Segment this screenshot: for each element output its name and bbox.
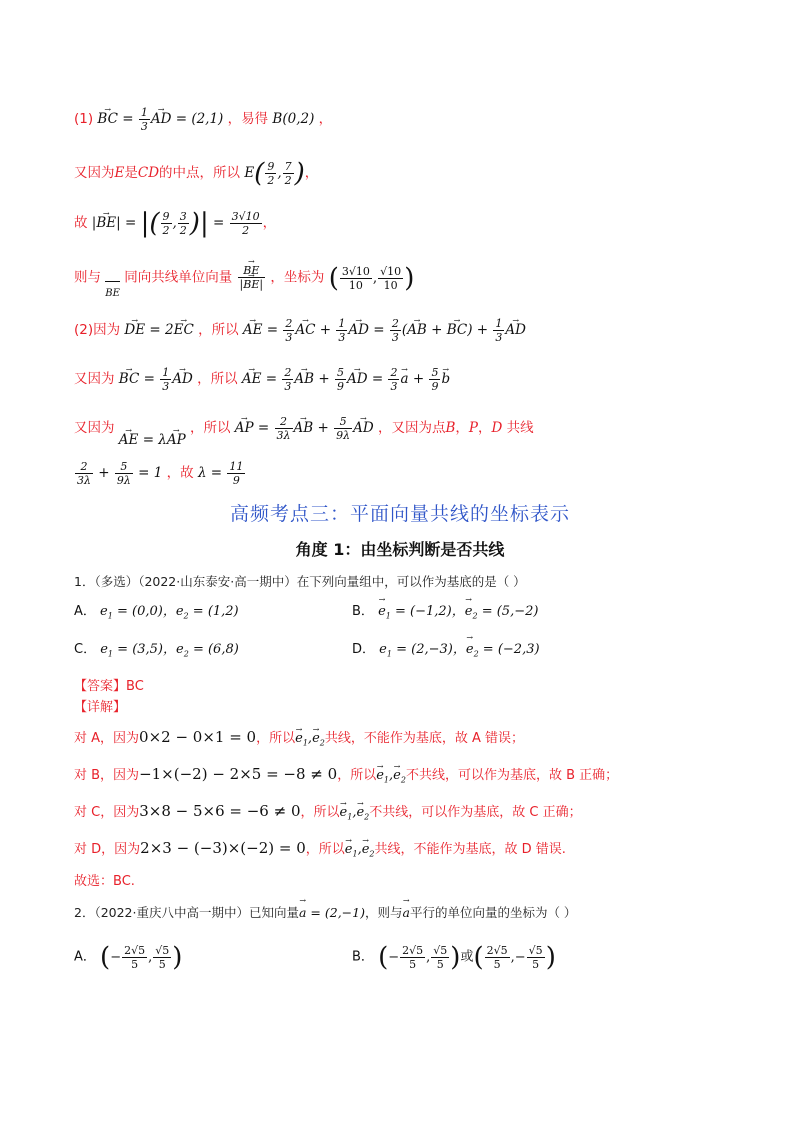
line3-text: 故 xyxy=(74,215,88,231)
line7-result: → AP = $\frac{2}{3\lambda}$ → AB + $\frac{5}{9\lambda}$ → AD xyxy=(235,420,374,436)
part2-result: → AE = $\frac{2}{3}$ → AC + $\frac{1}{3}$ → AD = $\frac{2}{3}$ (→ AB + → BC) + $\frac{1}{3}$ → AD xyxy=(243,322,526,338)
line6-given: → BC = $\frac{1}{3}$ → AD xyxy=(119,371,193,387)
d1-b: ，所以 xyxy=(256,731,296,746)
unit-vector-frac: → $\frac{BE}{|\to BE|}$ xyxy=(238,264,266,291)
section-title: 高频考点三：平面向量共线的坐标表示 xyxy=(229,503,570,525)
q2-option-a-label: A． xyxy=(74,949,96,965)
part2-text: ，所以 xyxy=(198,322,239,338)
d4-a: 对 D，因为 xyxy=(74,842,141,857)
d4-vecs: → $e_1,\to e_2$ xyxy=(345,842,375,857)
d1-vecs: → $e_1,\to e_2$ xyxy=(295,731,325,746)
solution-line-1 xyxy=(74,106,332,133)
line6-text2: ，所以 xyxy=(197,371,238,387)
q2-vector-a: → a = (2,−1) xyxy=(299,905,365,920)
segment-CD: CD xyxy=(137,165,160,181)
line4-text3: ，坐标为 xyxy=(270,269,325,286)
q1-detail-a xyxy=(74,727,524,754)
q2-option-b-label: B． xyxy=(352,949,374,965)
solution-line-3 xyxy=(74,210,276,237)
magnitude-BE: |→ BE| = |( $\frac{9}{2}$ , $\frac{3}{2}$ )| = $\frac{3√10}{2}$ xyxy=(92,215,263,231)
point-P: P xyxy=(468,420,478,436)
solution-line-5 xyxy=(74,317,526,344)
d1-a: 对 A，因为 xyxy=(74,731,140,746)
q2-stem-a: 2．（2022·重庆八中高一期中）已知向量 xyxy=(74,905,299,920)
q2-option-a-expr: (− $\frac{2√5}{5}$ , $\frac{√5}{5}$ ) xyxy=(100,942,183,972)
d2-vecs: → $e_1,\to e_2$ xyxy=(376,768,406,783)
lambda-result: λ = $\frac{11}{9}$ xyxy=(197,460,244,487)
q2-option-a[interactable] xyxy=(74,942,182,972)
d3-c: 不共线，可以作为基底，故 C 正确； xyxy=(369,805,582,820)
part1-equation: → BC = $\frac{1}{3}$ → AD = (2,1) xyxy=(97,111,223,127)
q1-option-c[interactable] xyxy=(74,638,239,659)
part2-given: → DE = 2→ EC xyxy=(124,322,193,338)
q2-option-b-expr1: (− $\frac{2√5}{5}$ , $\frac{√5}{5}$ ) xyxy=(378,942,461,972)
part1-label: (1) xyxy=(74,111,94,127)
q2-option-b-or: 或 xyxy=(460,949,474,965)
q1-detail-label: 【详解】 xyxy=(74,700,127,715)
line8-text: ，故 xyxy=(166,465,194,481)
q2-vector-a2: → a xyxy=(403,905,410,920)
option-c-label: C． xyxy=(74,642,97,657)
d4-eq: 2×3 − (−3)×(−2) = 0 xyxy=(140,839,306,857)
question-1-stem: 1．（多选）（2022·山东泰安·高一期中）在下列向量组中，可以作为基底的是（ ） xyxy=(74,574,526,589)
d2-eq: −1×(−2) − 2×5 = −8 ≠ 0 xyxy=(139,765,338,783)
point-E-label: E xyxy=(114,165,125,181)
q2-option-b[interactable] xyxy=(352,942,556,972)
line6-result: → AE = $\frac{2}{3}$ → AB + $\frac{5}{9}$ → AD = $\frac{2}{3}$ → a + $\frac{5}{9}$ → b xyxy=(242,371,450,387)
line8-equation: $\frac{2}{3\lambda}$ + $\frac{5}{9\lambda}$ = 1 xyxy=(77,460,163,487)
section-subtitle: 角度 1：由坐标判断是否共线 xyxy=(295,540,505,559)
line2-text: 又因为 xyxy=(74,165,115,181)
point-E-coord: E( $\frac{9}{2}$ , $\frac{7}{2}$ ) xyxy=(244,158,305,189)
line7-tail: 共线 xyxy=(506,420,534,436)
d2-b: ，所以 xyxy=(337,768,377,783)
q1-conclusion: 故选：BC. xyxy=(74,874,135,889)
line7-text: 又因为 xyxy=(74,420,115,436)
d1-c: 共线，不能作为基底，故 A 错误； xyxy=(324,731,525,746)
q2-option-b-expr2: ( $\frac{2√5}{5}$ ,− $\frac{√5}{5}$ ) xyxy=(473,942,556,972)
q1-option-a[interactable] xyxy=(74,600,239,621)
option-d-label: D． xyxy=(352,642,376,657)
question-2-stem xyxy=(74,903,576,921)
d1-eq: 0×2 − 0×1 = 0 xyxy=(139,728,257,746)
solution-line-2 xyxy=(74,160,318,187)
line7-comma2: ， xyxy=(477,420,492,436)
line4-text2: 同向共线单位向量 xyxy=(124,269,233,286)
q1-detail-b xyxy=(74,764,618,791)
d3-vecs: → $e_1,\to e_2$ xyxy=(340,805,370,820)
part2-label: (2)因为 xyxy=(74,322,121,338)
line3-end: ， xyxy=(262,215,277,231)
d3-eq: 3×8 − 5×6 = −6 ≠ 0 xyxy=(139,802,301,820)
line6-text: 又因为 xyxy=(74,371,115,387)
option-b-expr: → $e_1 = (-1,2)$，→ $e_2 = (5,-2)$ xyxy=(378,604,538,619)
line4-text1: 则与 xyxy=(74,269,101,286)
d4-c: 共线，不能作为基底，故 D 错误. xyxy=(374,842,566,857)
option-d-expr: $e_1 = (2,-3)$，→ $e_2 = (-2,3)$ xyxy=(379,642,539,657)
q1-option-b[interactable] xyxy=(352,600,538,621)
line2-mid: 是 xyxy=(124,165,138,181)
solution-line-8 xyxy=(74,460,246,487)
q1-option-d[interactable] xyxy=(352,638,540,659)
option-c-expr: $e_1 = (3,5)$，$e_2 = (6,8)$ xyxy=(100,642,239,659)
d3-a: 对 C，因为 xyxy=(74,805,140,820)
option-b-label: B． xyxy=(352,604,374,619)
q2-stem-b: ，则与 xyxy=(364,905,403,920)
q1-detail-c xyxy=(74,801,582,828)
vector-BE-small: BE xyxy=(105,281,120,304)
d2-a: 对 B，因为 xyxy=(74,768,140,783)
line7-given: → AE = λ→ AP xyxy=(119,430,186,450)
solution-line-4 xyxy=(74,264,414,304)
line7-comma1: ， xyxy=(455,420,469,436)
d4-b: ，所以 xyxy=(305,842,345,857)
q1-answer: 【答案】BC xyxy=(74,679,144,694)
q1-detail-d xyxy=(74,838,566,865)
line7-text2: ，所以 xyxy=(190,420,231,436)
solution-line-6 xyxy=(74,366,450,393)
unit-vector-coord: ( $\frac{3√10}{10}$ , $\frac{√10}{10}$ ) xyxy=(328,263,415,293)
line7-text3: ，又因为点 xyxy=(377,420,446,436)
d2-c: 不共线，可以作为基底，故 B 正确； xyxy=(405,768,619,783)
point-B: B(0,2) xyxy=(272,111,315,127)
point-D: D xyxy=(491,420,503,436)
option-a-expr: $e_1 = (0,0)$，$e_2 = (1,2)$ xyxy=(100,604,239,621)
line2-tail: 的中点，所以 xyxy=(159,165,241,181)
d3-b: ，所以 xyxy=(300,805,340,820)
point-B: B xyxy=(445,420,456,436)
q2-stem-c: 平行的单位向量的坐标为（ ） xyxy=(409,905,577,920)
option-a-label: A． xyxy=(74,604,96,619)
line2-end: ， xyxy=(304,165,319,181)
solution-line-7 xyxy=(74,415,534,450)
part1-text: ，易得 xyxy=(227,111,269,127)
part1-end: ， xyxy=(318,111,333,127)
